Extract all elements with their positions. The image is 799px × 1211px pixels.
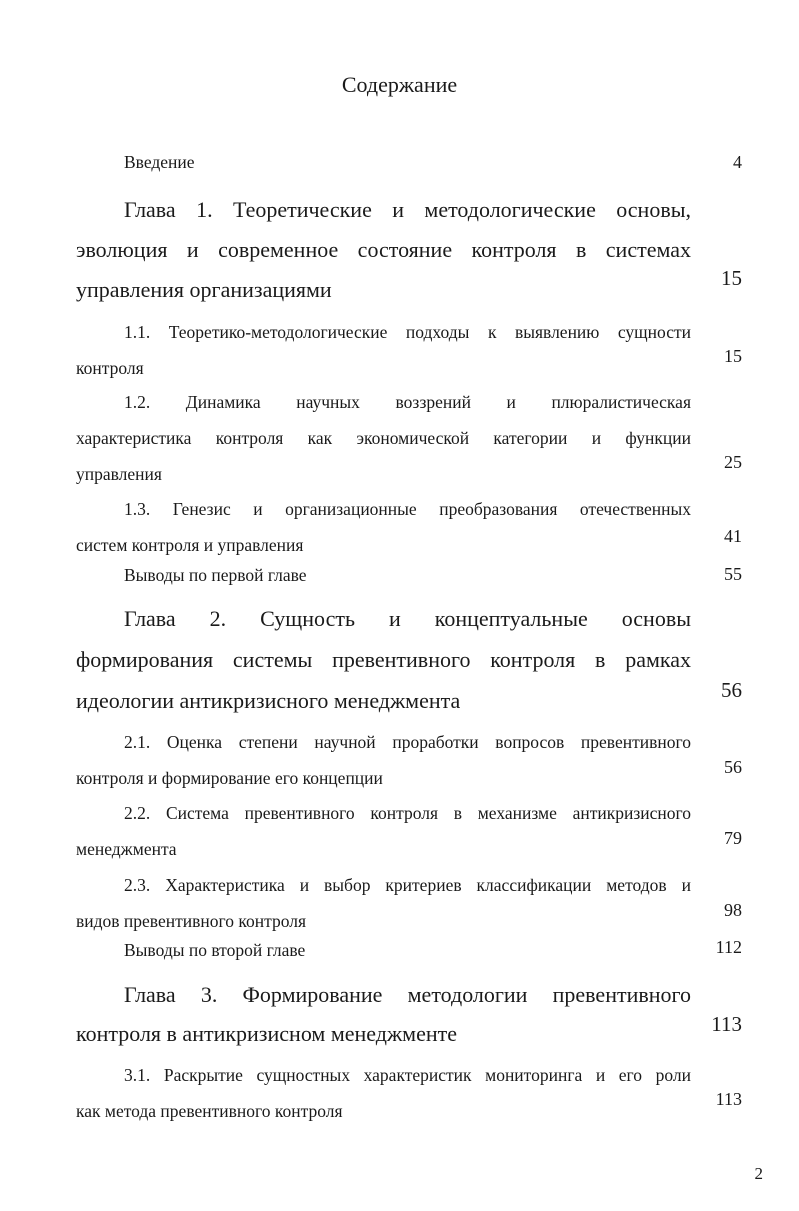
toc-section-line: 1.3. Генезис и организационные преобразования отечественных <box>124 499 691 519</box>
toc-chapter-line: управления организациями <box>76 277 332 302</box>
toc-section-line: видов превентивного контроля <box>76 911 306 931</box>
toc-section-2-2[interactable] <box>76 795 691 867</box>
toc-chapter-2[interactable] <box>76 598 691 721</box>
toc-chapter-line: идеологии антикризисного менеджмента <box>76 688 461 713</box>
toc-entry-intro[interactable] <box>76 152 691 173</box>
toc-section-line: 2.1. Оценка степени научной проработки вопросов превентивного <box>124 732 691 752</box>
toc-page-number: 112 <box>715 937 742 957</box>
toc-entry-conclusion-1[interactable] <box>76 565 691 586</box>
toc-chapter-line: Глава 2. Сущность и концептуальные основы <box>124 606 691 631</box>
toc-section-line: 1.1. Теоретико-методологические подходы к выявлению сущности <box>124 322 691 342</box>
toc-section-1-3[interactable] <box>76 491 691 563</box>
toc-page-number: 56 <box>721 678 742 702</box>
toc-section-1-1[interactable] <box>76 314 691 386</box>
toc-section-line: контроля и формирование его концепции <box>76 768 383 788</box>
toc-entry-text: Выводы по второй главе <box>124 940 306 960</box>
toc-section-line: 2.2. Система превентивного контроля в механизме антикризисного <box>124 803 691 823</box>
toc-section-line: 3.1. Раскрытие сущностных характеристик мониторинга и его роли <box>124 1065 691 1085</box>
toc-section-line: как метода превентивного контроля <box>76 1101 343 1121</box>
toc-section-line: менеджмента <box>76 839 177 859</box>
toc-page-number: 4 <box>733 152 742 172</box>
toc-entry-text: Выводы по первой главе <box>124 565 307 585</box>
toc-section-3-1[interactable] <box>76 1057 691 1129</box>
toc-chapter-line: Глава 1. Теоретические и методологические основы, <box>124 197 691 222</box>
toc-chapter-line: эволюция и современное состояние контроля в системах <box>76 237 691 262</box>
toc-section-line: управления <box>76 464 162 484</box>
toc-section-2-3[interactable] <box>76 867 691 939</box>
toc-entry-conclusion-2[interactable] <box>76 940 691 961</box>
toc-page-number: 113 <box>711 1012 742 1036</box>
toc-chapter-line: формирования системы превентивного контроля в рамках <box>76 647 691 672</box>
toc-page-number: 15 <box>721 266 742 290</box>
toc-page-number: 56 <box>724 757 742 777</box>
toc-page-number: 25 <box>724 452 742 472</box>
toc-page-number: 79 <box>724 828 742 848</box>
toc-section-1-2[interactable] <box>76 384 691 492</box>
toc-section-2-1[interactable] <box>76 724 691 796</box>
page-number: 2 <box>754 1164 763 1183</box>
toc-chapter-1[interactable] <box>76 190 691 310</box>
toc-entry-text: Введение <box>124 152 195 172</box>
toc-section-line: характеристика контроля как экономической категории и функции <box>76 428 691 448</box>
toc-page-number: 113 <box>715 1089 742 1109</box>
toc-section-line: 2.3. Характеристика и выбор критериев классификации методов и <box>124 875 691 895</box>
toc-chapter-3[interactable] <box>76 975 691 1053</box>
toc-section-line: контроля <box>76 358 144 378</box>
toc-page-number: 41 <box>724 526 742 546</box>
toc-page-number: 55 <box>724 564 742 584</box>
page-title: Содержание <box>341 72 458 97</box>
toc-page-number: 98 <box>724 900 742 920</box>
toc-page-number: 15 <box>724 346 742 366</box>
toc-section-line: 1.2. Динамика научных воззрений и плюралистическая <box>124 392 691 412</box>
toc-chapter-line: Глава 3. Формирование методологии превентивного <box>124 982 691 1007</box>
toc-section-line: систем контроля и управления <box>76 535 304 555</box>
toc-chapter-line: контроля в антикризисном менеджменте <box>76 1021 457 1046</box>
